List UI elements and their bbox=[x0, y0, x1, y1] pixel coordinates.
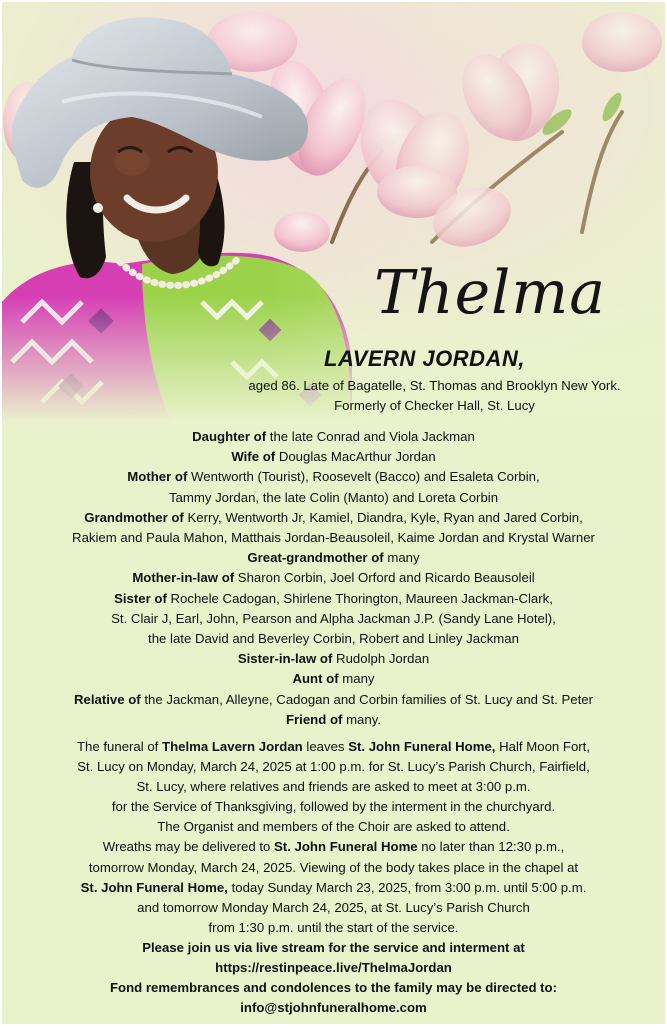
text: Half Moon Fort, bbox=[495, 739, 591, 754]
text: The funeral of bbox=[76, 739, 163, 754]
intro-line: aged 86. Late of Bagatelle, St. Thomas and Brooklyn New York. bbox=[248, 378, 621, 393]
bold-text: Please join us via live stream for the service and interment at bbox=[142, 939, 525, 955]
relation-line bbox=[22, 589, 645, 609]
bold-text: Thelma Lavern Jordan bbox=[162, 739, 303, 754]
funeral-line bbox=[22, 797, 645, 817]
surname-heading: LAVERN JORDAN, bbox=[324, 346, 525, 371]
relation-line bbox=[22, 488, 645, 508]
intro-block bbox=[212, 376, 657, 416]
text: St. Lucy on Monday, March 24, 2025 at 1:00 p.m. for St. Lucy’s Parish Church, Fairfield, bbox=[77, 759, 590, 775]
text: many. bbox=[342, 711, 382, 727]
funeral-line bbox=[22, 898, 645, 918]
text: Kerry, Wentworth Jr, Kamiel, Diandra, Kyle, Ryan and Jared Corbin, bbox=[183, 509, 583, 525]
relation-line bbox=[22, 528, 645, 548]
relation-line bbox=[22, 710, 645, 730]
relation-line bbox=[22, 508, 645, 528]
funeral-line bbox=[22, 858, 645, 878]
bold-text: Great-grandmother of bbox=[247, 550, 384, 566]
funeral-line bbox=[22, 777, 645, 797]
bold-text: St. John Funeral Home, bbox=[348, 739, 496, 754]
funeral-line bbox=[22, 978, 645, 998]
bold-text: Relative of bbox=[74, 691, 141, 707]
text: Sharon Corbin, Joel Orford and Ricardo Beausoleil bbox=[234, 570, 535, 586]
text: Douglas MacArthur Jordan bbox=[275, 449, 436, 465]
relation-line bbox=[22, 427, 645, 447]
obituary-notice bbox=[2, 2, 665, 1024]
bold-text: St. John Funeral Home, bbox=[80, 879, 228, 895]
bold-text: Friend of bbox=[285, 711, 343, 727]
relation-line bbox=[22, 629, 645, 649]
text: many bbox=[338, 671, 375, 687]
text: and tomorrow Monday March 24, 2025, at St. Lucy’s Parish Church bbox=[137, 899, 530, 915]
relation-line bbox=[22, 649, 645, 669]
bold-text: Mother-in-law of bbox=[132, 570, 235, 586]
text: many bbox=[383, 550, 420, 566]
relation-line bbox=[22, 609, 645, 629]
bold-text: Wife of bbox=[231, 449, 276, 465]
text: Tammy Jordan, the late Colin (Manto) and Loreta Corbin bbox=[168, 489, 499, 505]
text: the late David and Beverley Corbin, Robert and Linley Jackman bbox=[148, 631, 519, 647]
text: Wentworth (Tourist), Roosevelt (Bacco) and Esaleta Corbin, bbox=[187, 469, 540, 485]
text: today Sunday March 23, 2025, from 3:00 p.m. until 5:00 p.m. bbox=[227, 879, 587, 895]
relation-line bbox=[22, 568, 645, 588]
text: the Jackman, Alleyne, Cadogan and Corbin families of St. Lucy and St. Peter bbox=[140, 691, 593, 707]
funeral-line bbox=[22, 737, 645, 757]
bold-text: Sister-in-law of bbox=[237, 651, 333, 667]
funeral-line bbox=[22, 757, 645, 777]
funeral-line bbox=[22, 837, 645, 857]
bold-text: info@stjohnfuneralhome.com bbox=[240, 1000, 427, 1016]
text: tomorrow Monday, March 24, 2025. Viewing of the body takes place in the chapel at bbox=[88, 859, 579, 875]
funeral-line bbox=[22, 817, 645, 837]
family-relations-block bbox=[22, 427, 645, 730]
bold-text: Mother of bbox=[127, 469, 188, 485]
funeral-line bbox=[22, 938, 645, 958]
funeral-line bbox=[22, 918, 645, 938]
funeral-details-block bbox=[22, 737, 645, 1018]
text: The Organist and members of the Choir are asked to attend. bbox=[157, 819, 510, 835]
text: for the Service of Thanksgiving, followed by the interment in the churchyard. bbox=[111, 799, 556, 815]
text: St. Lucy, where relatives and friends are asked to meet at 3:00 p.m. bbox=[136, 779, 531, 795]
text: Wreaths may be delivered to bbox=[102, 839, 275, 855]
funeral-line bbox=[22, 958, 645, 978]
funeral-line bbox=[22, 878, 645, 898]
relation-line bbox=[22, 467, 645, 487]
text: St. Clair J, Earl, John, Pearson and Alpha Jackman J.P. (Sandy Lane Hotel), bbox=[111, 610, 556, 626]
text: Rudolph Jordan bbox=[332, 651, 430, 667]
text: leaves bbox=[302, 739, 349, 754]
bold-text: Grandmother of bbox=[84, 509, 184, 525]
funeral-line bbox=[22, 998, 645, 1018]
relation-line bbox=[22, 447, 645, 467]
bold-text: St. John Funeral Home bbox=[274, 839, 418, 855]
text: no later than 12:30 p.m., bbox=[417, 839, 565, 855]
bold-text: https://restinpeace.live/ThelmaJordan bbox=[215, 960, 452, 976]
relation-line bbox=[22, 690, 645, 710]
relation-line bbox=[22, 669, 645, 689]
text: Rochele Cadogan, Shirlene Thorington, Maureen Jackman-Clark, bbox=[166, 590, 553, 606]
text: from 1:30 p.m. until the start of the service. bbox=[208, 919, 459, 935]
first-name-script: Thelma bbox=[374, 258, 607, 328]
bold-text: Daughter of bbox=[192, 429, 267, 444]
bold-text: Sister of bbox=[114, 590, 167, 606]
relation-line bbox=[22, 548, 645, 568]
bold-text: Fond remembrances and condolences to the family may be directed to: bbox=[109, 980, 558, 996]
text: the late Conrad and Viola Jackman bbox=[266, 429, 475, 444]
intro-line: Formerly of Checker Hall, St. Lucy bbox=[334, 398, 535, 413]
bold-text: Aunt of bbox=[292, 671, 339, 687]
text: Rakiem and Paula Mahon, Matthais Jordan-Beausoleil, Kaime Jordan and Krystal Warner bbox=[72, 530, 595, 546]
